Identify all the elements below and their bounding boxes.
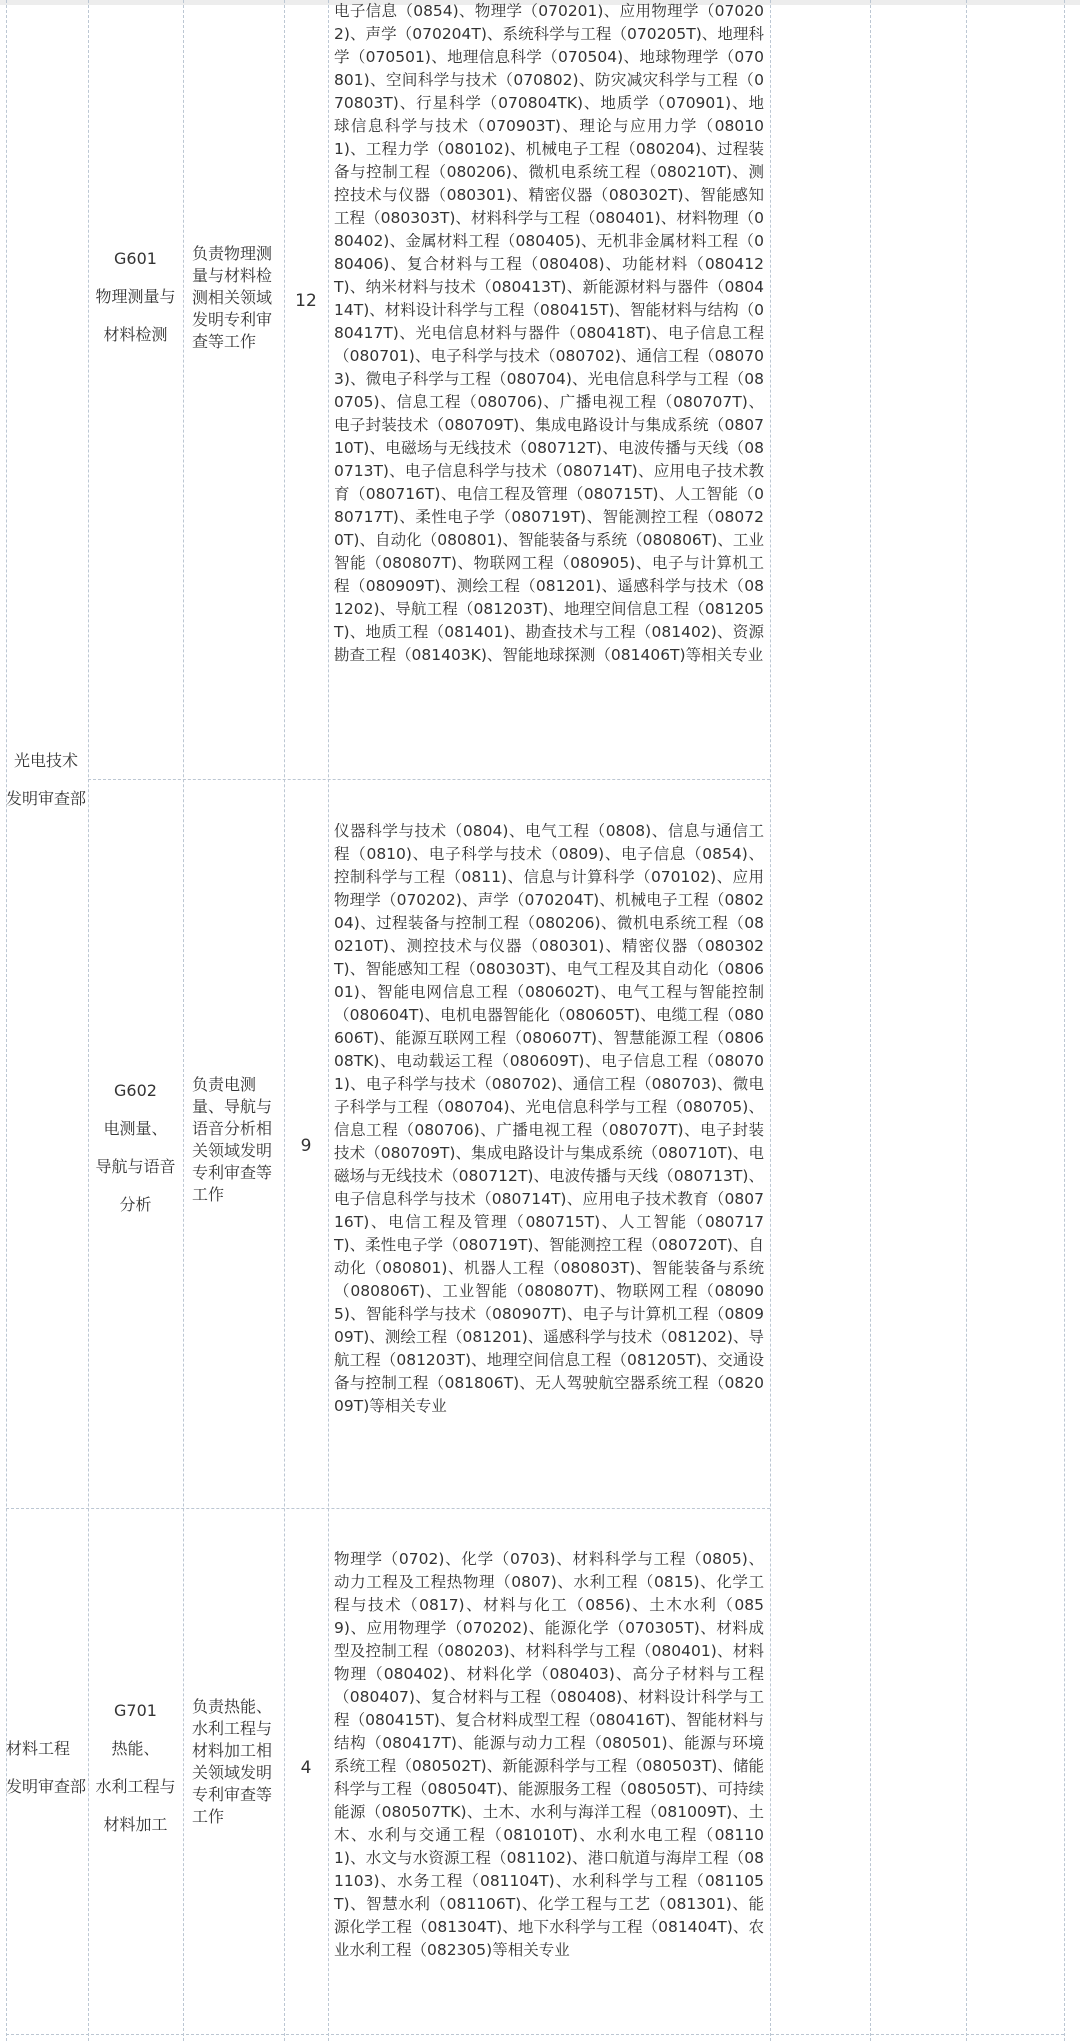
headcount: 9 — [300, 1136, 312, 1156]
position-name-line: 热能、 — [111, 1739, 160, 1758]
row-divider — [6, 1508, 770, 1509]
position-name-line: 导航与语音 — [95, 1157, 176, 1176]
department-name-line: 发明审查部 — [6, 789, 87, 808]
department-name-line: 发明审查部 — [6, 1777, 87, 1796]
duty-cell — [192, 243, 272, 353]
grid-line — [1064, 0, 1065, 2041]
grid-line — [870, 0, 871, 2041]
duty-cell — [192, 1696, 272, 1828]
majors-text: 仪器科学与技术（0804)、电气工程（0808)、信息与通信工程（0810)、电子科学与技术（0809)、电子信息（0854)、控制科学与工程（0811)、信息与计算科学（070102)、应用物理学（070202)、声学（070204T)、机械电子工程（080204)、过程装备与控制工程（080206)、微机电系统工程（080210T)、测控技术与仪器（080301)、精密仪器（080302T)、智能感知工程（080303T)、电气工程及其自动化（080601)、智能电网信息工程（080602T)、电气工程与智能控制（080604T)、电机电器智能化（080605T)、电缆工程（080606T)、能源互联网工程（080607T)、智慧能源工程（080608TK)、电动载运工程（080609T)、电子信息工程（080701)、电子科学与技术（080702)、通信工程（080703)、微电子科学与工程（080704)、光电信息科学与工程（080705)、信息工程（080706)、广播电视工程（080707T)、电子封装技术（080709T)、集成电路设计与集成系统（080710T)、电磁场与无线技术（080712T)、电波传播与天线（080713T)、电子信息科学与技术（080714T)、应用电子技术教育（080716T)、电信工程及管理（080715T)、人工智能（080717T)、柔性电子学（080719T)、智能测控工程（080720T)、自动化（080801)、机器人工程（080803T)、智能装备与系统（080806T)、工业智能（080807T)、物联网工程（080905)、智能科学与技术（080907T)、电子与计算机工程（080909T)、测绘工程（081201)、遥感科学与技术（081202)、导航工程（081203T)、地理空间信息工程（081205T)、交通设备与控制工程（081806T)、无人驾驶航空器系统工程（082009T)等相关专业 — [334, 822, 764, 1415]
duty-line: 量、导航与 — [192, 1097, 273, 1116]
duty-line: 专利审查等 — [192, 1785, 273, 1804]
grid-line — [183, 0, 184, 2041]
headcount: 4 — [300, 1758, 312, 1778]
position-code: G602 — [114, 1081, 157, 1100]
headcount: 12 — [295, 291, 317, 311]
duty-line: 测相关领域 — [192, 288, 273, 307]
position-name-line: 材料加工 — [103, 1815, 168, 1834]
position-name-line: 电测量、 — [103, 1119, 168, 1138]
department-cell — [6, 742, 86, 818]
duty-line: 负责电测 — [192, 1075, 257, 1094]
duty-line: 语音分析相 — [192, 1119, 273, 1138]
position-code-cell — [88, 240, 183, 354]
duty-line: 专利审查等 — [192, 1163, 273, 1182]
duty-line: 查等工作 — [192, 332, 257, 351]
duty-line: 发明专利审 — [192, 310, 273, 329]
position-name-line: 分析 — [119, 1195, 152, 1214]
grid-line — [966, 0, 967, 2041]
department-cell — [6, 1730, 86, 1806]
grid-line — [328, 0, 329, 2041]
duty-line: 负责热能、 — [192, 1697, 273, 1716]
duty-line: 关领域发明 — [192, 1763, 273, 1782]
majors-text: 电子信息（0854)、物理学（070201)、应用物理学（070202)、声学（070204T)、系统科学与工程（070205T)、地理科学（070501)、地理信息科学（070504)、地球物理学（070801)、空间科学与技术（070802)、防灾减灾科学与工程（070803T)、行星科学（070804TK)、地质学（070901)、地球信息科学与技术（070903T)、理论与应用力学（080101)、工程力学（080102)、机械电子工程（080204)、过程装备与控制工程（080206)、微机电系统工程（080210T)、测控技术与仪器（080301)、精密仪器（080302T)、智能感知工程（080303T)、材料科学与工程（080401)、材料物理（080402)、金属材料工程（080405)、无机非金属材料工程（080406)、复合材料与工程（080408)、功能材料（080412T)、纳米材料与技术（080413T)、新能源材料与器件（080414T)、材料设计科学与工程（080415T)、智能材料与结构（080417T)、光电信息材料与器件（080418T)、电子信息工程（080701)、电子科学与技术（080702)、通信工程（080703)、微电子科学与工程（080704)、光电信息科学与工程（080705)、信息工程（080706)、广播电视工程（080707T)、电子封装技术（080709T)、集成电路设计与集成系统（080710T)、电磁场与无线技术（080712T)、电波传播与天线（080713T)、电子信息科学与技术（080714T)、应用电子技术教育（080716T)、电信工程及管理（080715T)、人工智能（080717T)、柔性电子学（080719T)、智能测控工程（080720T)、自动化（080801)、智能装备与系统（080806T)、工业智能（080807T)、物联网工程（080905)、电子与计算机工程（080909T)、测绘工程（081201)、遥感科学与技术（081202)、导航工程（081203T)、地理空间信息工程（081205T)、地质工程（081401)、勘查技术与工程（081402)、资源勘查工程（081403K)、智能地球探测（081406T)等相关专业 — [334, 2, 764, 664]
position-code-cell — [88, 1072, 183, 1224]
duty-line: 工作 — [192, 1185, 225, 1204]
duty-line: 工作 — [192, 1807, 225, 1826]
position-code: G701 — [114, 1701, 157, 1720]
department-name-line: 光电技术 — [13, 751, 78, 770]
grid-line — [284, 0, 285, 2041]
position-code-cell — [88, 1692, 183, 1844]
position-name-line: 物理测量与 — [95, 287, 176, 306]
duty-line: 水利工程与 — [192, 1719, 273, 1738]
duty-line: 关领域发明 — [192, 1141, 273, 1160]
position-name-line: 材料检测 — [103, 325, 168, 344]
position-name-line: 水利工程与 — [95, 1777, 176, 1796]
majors-text: 物理学（0702)、化学（0703)、材料科学与工程（0805)、动力工程及工程热物理（0807)、水利工程（0815)、化学工程与技术（0817)、材料与化工（0856)、土木水利（0859)、应用物理学（070202)、能源化学（070305T)、材料成型及控制工程（080203)、材料科学与工程（080401)、材料物理（080402)、材料化学（080403)、高分子材料与工程（080407)、复合材料与工程（080408)、材料设计科学与工程（080415T)、复合材料成型工程（080416T)、智能材料与结构（080417T)、能源与动力工程（080501)、能源与环境系统工程（080502T)、新能源科学与工程（080503T)、储能科学与工程（080504T)、能源服务工程（080505T)、可持续能源（080507TK)、土木、水利与海洋工程（081009T)、土木、水利与交通工程（081010T)、水利水电工程（081101)、水文与水资源工程（081102)、港口航道与海岸工程（081103)、水务工程（081104T)、水利科学与工程（081105T)、智慧水利（081106T)、化学工程与工艺（081301)、能源化学工程（081304T)、地下水科学与工程（081404T)、农业水利工程（082305)等相关专业 — [334, 1550, 764, 1959]
duty-line: 量与材料检 — [192, 266, 273, 285]
grid-line — [770, 0, 771, 2041]
row-divider — [6, 2034, 1064, 2035]
position-code: G601 — [114, 249, 157, 268]
department-name-line: 材料工程 — [6, 1739, 71, 1758]
duty-line: 负责物理测 — [192, 244, 273, 263]
duty-cell — [192, 1074, 272, 1206]
duty-line: 材料加工相 — [192, 1741, 273, 1760]
row-divider — [88, 779, 770, 780]
